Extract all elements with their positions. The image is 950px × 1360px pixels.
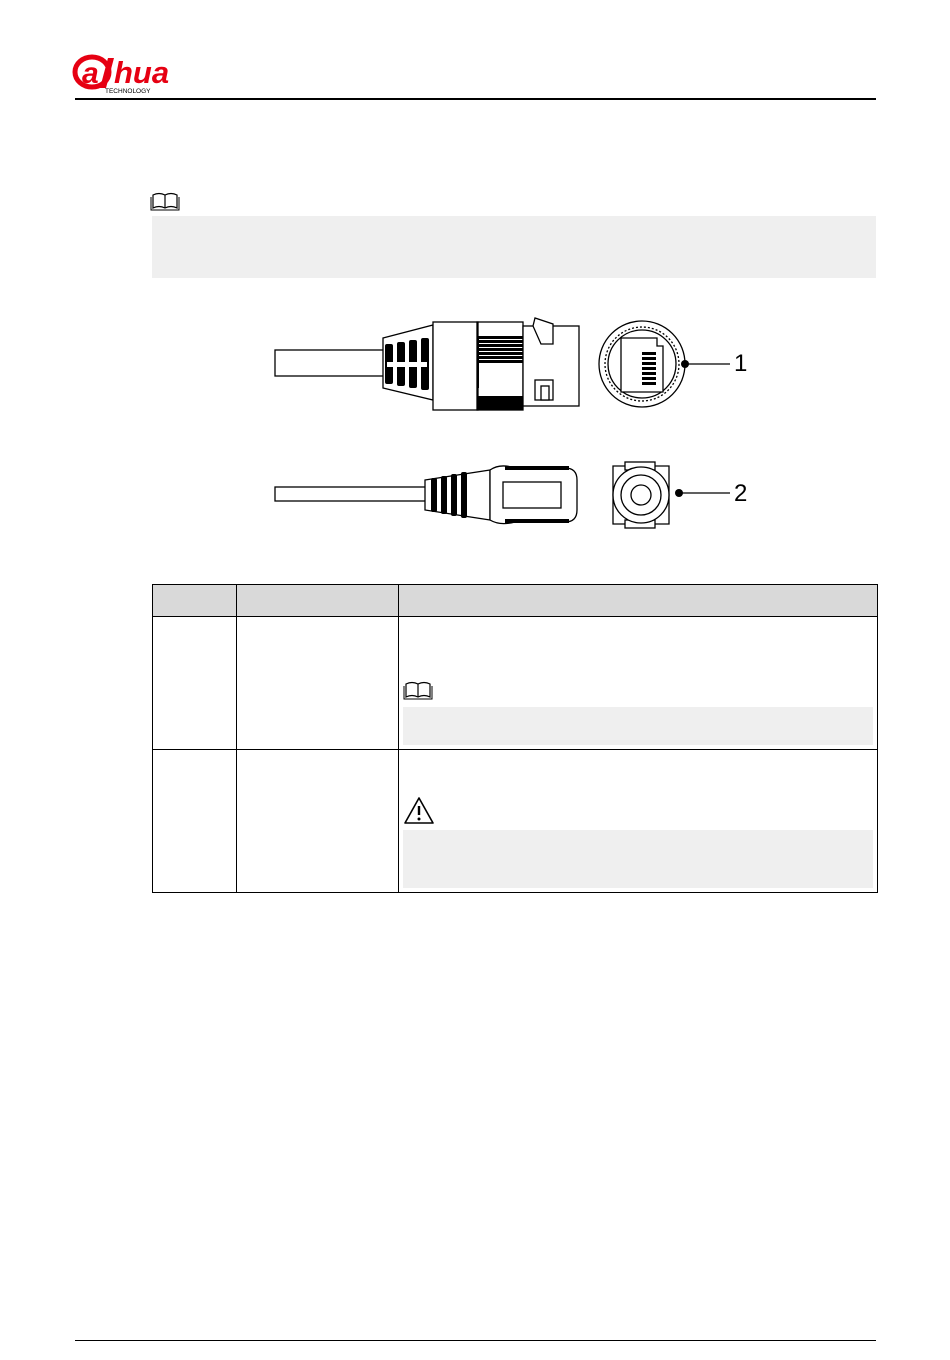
warning-box	[403, 830, 873, 888]
table-header-row	[153, 585, 878, 617]
svg-text:a: a	[82, 57, 99, 90]
table-cell	[399, 617, 878, 750]
table-header-cell	[153, 585, 237, 617]
book-note-icon	[403, 681, 433, 706]
header-rule	[75, 98, 876, 100]
table-header-cell	[237, 585, 399, 617]
book-note-icon	[150, 192, 180, 212]
table-cell	[153, 750, 237, 893]
table-cell	[237, 617, 399, 750]
table-cell	[399, 750, 878, 893]
port-table	[152, 584, 878, 893]
dahua-logo	[72, 50, 207, 96]
note-box	[403, 707, 873, 745]
note-box	[152, 216, 876, 278]
svg-text:TECHNOLOGY: TECHNOLOGY	[105, 88, 151, 95]
callout-1: 1	[734, 350, 748, 377]
footer-rule	[75, 1340, 876, 1341]
warning-triangle-icon	[403, 796, 435, 831]
table-header-cell	[399, 585, 878, 617]
callout-2: 2	[734, 480, 748, 507]
table-cell	[237, 750, 399, 893]
table-row	[153, 617, 878, 750]
table-row	[153, 750, 878, 893]
table-cell	[153, 617, 237, 750]
svg-text:hua: hua	[114, 55, 170, 90]
connector-figure	[265, 310, 765, 535]
